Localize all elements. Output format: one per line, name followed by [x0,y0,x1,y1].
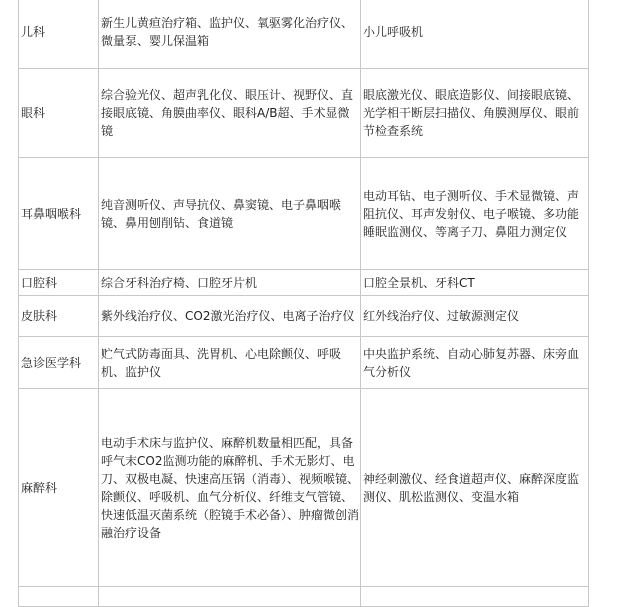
table-row-emergency [19,337,589,389]
advanced-equipment-cell: 口腔全景机、牙科CT [361,270,589,296]
department-cell: 耳鼻咽喉科 [19,158,99,270]
advanced-equipment-cell: 眼底激光仪、眼底造影仪、间接眼底镜、光学相干断层扫描仪、角膜测厚仪、眼前节检查系统 [361,69,589,158]
department-cell: 急诊医学科 [19,337,99,389]
equipment-table [18,0,589,607]
basic-equipment-cell: 综合牙科治疗椅、口腔牙片机 [99,270,361,296]
basic-equipment-cell: 紫外线治疗仪、CO2激光治疗仪、电离子治疗仪 [99,296,361,337]
basic-equipment-cell: 综合验光仪、超声乳化仪、眼压计、视野仪、直接眼底镜、角膜曲率仪、眼科A/B超、手术显微镜 [99,69,361,158]
advanced-equipment-cell: 电动耳钻、电子测听仪、手术显微镜、声阻抗仪、耳声发射仪、电子喉镜、多功能睡眠监测仪、等离子刀、鼻阻力测定仪 [361,158,589,270]
department-cell: 儿科 [19,0,99,69]
advanced-equipment-cell: 红外线治疗仪、过敏源测定仪 [361,296,589,337]
table-row-anesthesiology [19,389,589,587]
table-row-dermatology [19,296,589,337]
advanced-equipment-cell: 神经刺激仪、经食道超声仪、麻醉深度监测仪、肌松监测仪、变温水箱 [361,389,589,587]
advanced-equipment-cell: 小儿呼吸机 [361,0,589,69]
table-row-partial [19,587,589,607]
department-cell: 眼科 [19,69,99,158]
empty-cell [19,587,99,607]
advanced-equipment-cell: 中央监护系统、自动心肺复苏器、床旁血气分析仪 [361,337,589,389]
basic-equipment-cell: 电动手术床与监护仪、麻醉机数量相匹配，具备呼气末CO2监测功能的麻醉机、手术无影灯、电刀、双极电凝、快速高压锅（消毒）、视频喉镜、除颤仪、呼吸机、血气分析仪、纤维支气管镜、快速低温灭菌系统（腔镜手术必备）、肿瘤微创消融治疗设备 [99,389,361,587]
department-cell: 皮肤科 [19,296,99,337]
table-row-ophthalmology [19,69,589,158]
department-cell: 口腔科 [19,270,99,296]
table-row-ent [19,158,589,270]
basic-equipment-cell: 新生儿黄疸治疗箱、监护仪、氧驱雾化治疗仪、微量泵、婴儿保温箱 [99,0,361,69]
department-cell: 麻醉科 [19,389,99,587]
table-row-stomatology [19,270,589,296]
basic-equipment-cell: 纯音测听仪、声导抗仪、鼻窦镜、电子鼻咽喉镜、鼻用刨削钻、食道镜 [99,158,361,270]
table-row-pediatrics [19,0,589,69]
basic-equipment-cell: 贮气式防毒面具、洗胃机、心电除颤仪、呼吸机、监护仪 [99,337,361,389]
empty-cell [99,587,361,607]
empty-cell [361,587,589,607]
